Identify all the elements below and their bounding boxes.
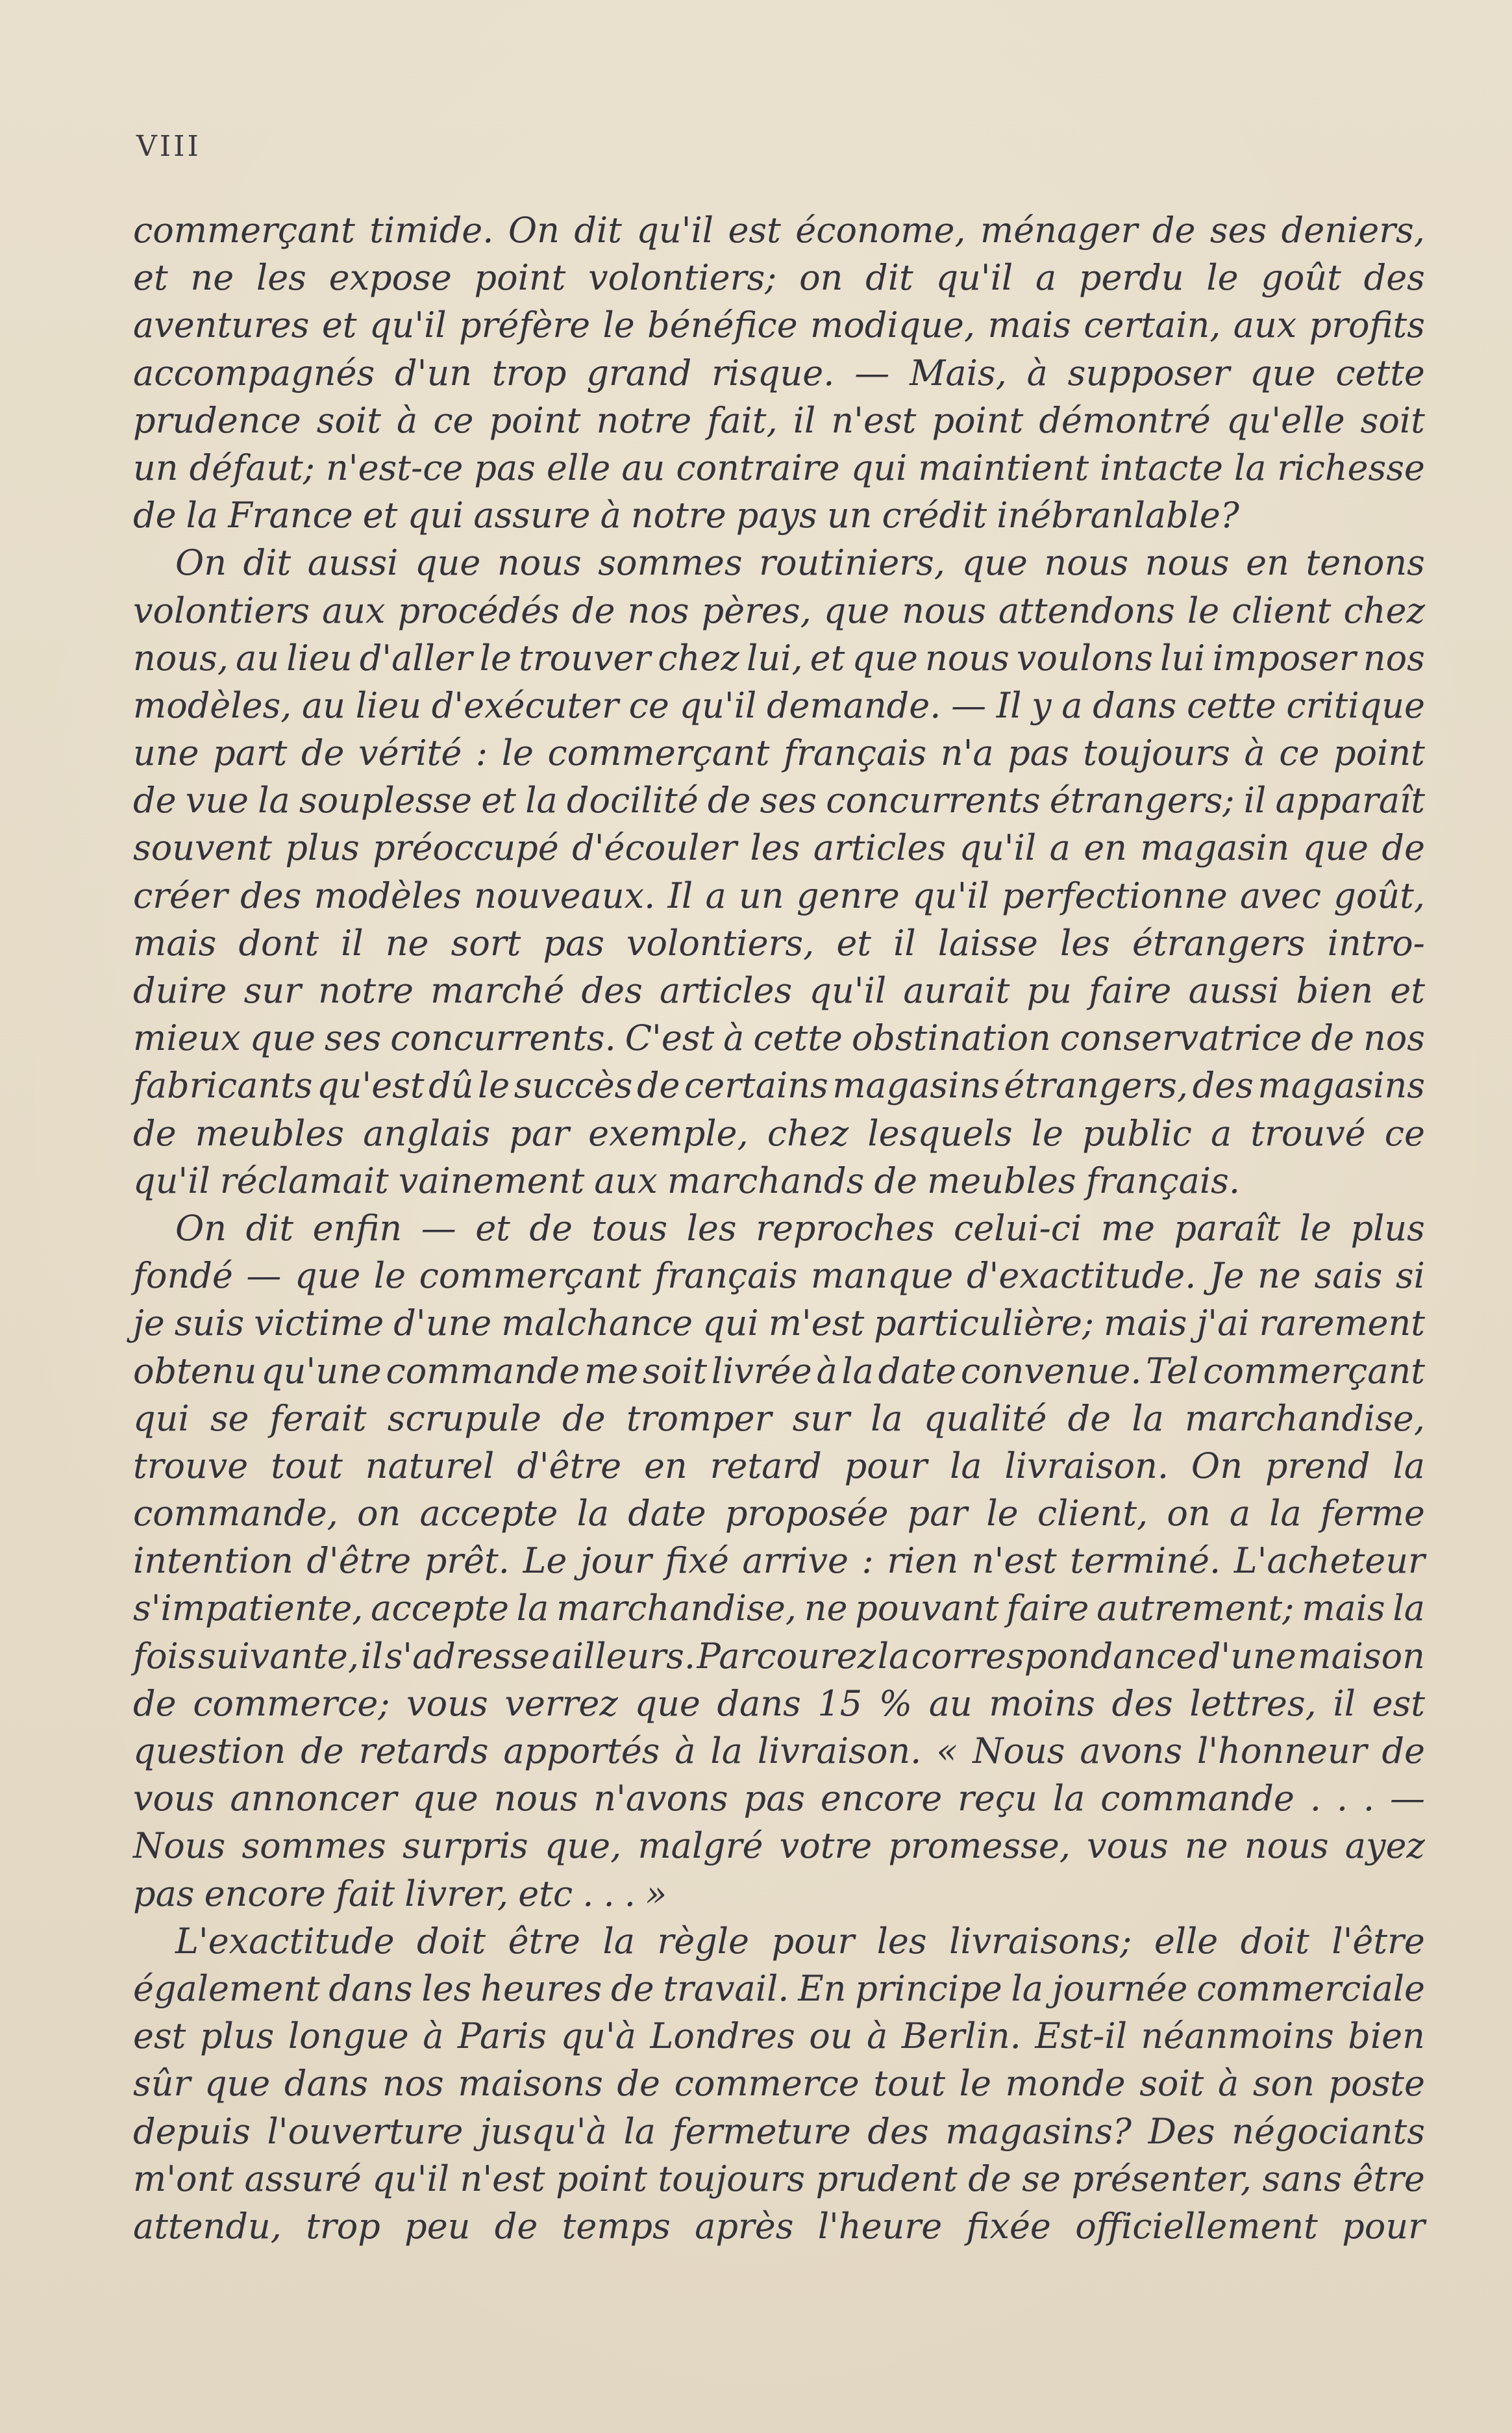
text-line: commerçant timide. On dit qu'il est économe, ménager de ses deniers, [133, 210, 1425, 251]
text-line: Nous sommes surpris que, malgré votre promesse, vous ne nous ayez [133, 1825, 1425, 1867]
text-line: une part de vérité : le commerçant français n'a pas toujours à ce point [133, 732, 1425, 774]
text-line: modèles, au lieu d'exécuter ce qu'il demande. — Il y a dans cette critique [133, 684, 1425, 726]
text-line: On dit enfin — et de tous les reproches celui-ci me paraît le plus [175, 1207, 1425, 1249]
text-line: attendu, trop peu de temps après l'heure fixée officiellement pour [133, 2205, 1425, 2247]
text-line: de vue la souplesse et la docilité de ses concurrents étrangers; il apparaît [133, 780, 1425, 821]
text-line: de commerce; vous verrez que dans 15 % au moins des lettres, il est [133, 1682, 1425, 1724]
text-line: s'impatiente, accepte la marchandise, ne pouvant faire autrement; mais la [133, 1588, 1425, 1629]
text-line: trouve tout naturel d'être en retard pour la livraison. On prend la [133, 1445, 1425, 1486]
text-line: question de retards apportés à la livraison. « Nous avons l'honneur de [133, 1730, 1425, 1771]
text-line: créer des modèles nouveaux. Il a un genre qu'il perfectionne avec goût, [133, 875, 1425, 916]
text-line: fabricants qu'est dû le succès de certains magasins étrangers, des magasins [133, 1065, 1425, 1106]
text-line: m'ont assuré qu'il n'est point toujours prudent de se présenter, sans être [133, 2158, 1425, 2199]
text-line: de la France et qui assure à notre pays un crédit inébranlable? [133, 495, 1239, 536]
page-number: VIII [136, 130, 201, 163]
text-line: vous annoncer que nous n'avons pas encore reçu la commande . . . — [133, 1778, 1425, 1819]
text-line: aventures et qu'il préfère le bénéfice modique, mais certain, aux profits [133, 305, 1425, 346]
text-line: je suis victime d'une malchance qui m'est particulière; mais j'ai rarement [133, 1303, 1425, 1344]
body-text [133, 206, 1425, 2250]
text-line: duire sur notre marché des articles qu'il aurait pu faire aussi bien et [133, 970, 1425, 1011]
text-line: prudence soit à ce point notre fait, il n'est point démontré qu'elle soit [133, 399, 1425, 441]
text-line: souvent plus préoccupé d'écouler les articles qu'il a en magasin que de [133, 827, 1425, 869]
text-line: commande, on accepte la date proposée par le client, on a la ferme [133, 1493, 1425, 1534]
text-line: également dans les heures de travail. En principe la journée commerciale [133, 1967, 1425, 2009]
text-line: mieux que ses concurrents. C'est à cette obstination conservatrice de nos [133, 1017, 1425, 1059]
text-line: de meubles anglais par exemple, chez lesquels le public a trouvé ce [133, 1112, 1425, 1154]
text-line: sûr que dans nos maisons de commerce tout le monde soit à son poste [133, 2063, 1425, 2104]
text-line: depuis l'ouverture jusqu'à la fermeture des magasins? Des négociants [133, 2110, 1425, 2152]
text-line: qu'il réclamait vainement aux marchands de meubles français. [133, 1160, 1240, 1201]
text-line: On dit aussi que nous sommes routiniers, que nous nous en tenons [175, 542, 1425, 584]
text-line: obtenu qu'une commande me soit livrée à la date convenue. Tel commerçant [133, 1350, 1425, 1391]
text-line: intention d'être prêt. Le jour fixé arrive : rien n'est terminé. L'acheteur [133, 1540, 1425, 1582]
text-line: est plus longue à Paris qu'à Londres ou à Berlin. Est-il néanmoins bien [133, 2015, 1425, 2057]
text-line: et ne les expose point volontiers; on dit qu'il a perdu le goût des [133, 257, 1425, 299]
text-line: un défaut; n'est-ce pas elle au contraire qui maintient intacte la richesse [133, 447, 1425, 488]
text-line: pas encore fait livrer, etc . . . » [133, 1873, 667, 1914]
text-line: L'exactitude doit être la règle pour les livraisons; elle doit l'être [175, 1920, 1425, 1962]
text-line: fois suivante, il s'adresse ailleurs. Parcourez la correspondance d'une maison [133, 1635, 1425, 1677]
text-line: accompagnés d'un trop grand risque. — Mais, à supposer que cette [133, 352, 1425, 393]
text-line: nous, au lieu d'aller le trouver chez lui, et que nous voulons lui imposer nos [133, 637, 1425, 679]
text-line: volontiers aux procédés de nos pères, que nous attendons le client chez [133, 590, 1425, 631]
text-line: fondé — que le commerçant français manque d'exactitude. Je ne sais si [133, 1255, 1425, 1297]
text-line: mais dont il ne sort pas volontiers, et il laisse les étrangers intro- [133, 922, 1425, 964]
text-line: qui se ferait scrupule de tromper sur la qualité de la marchandise, [133, 1397, 1425, 1439]
